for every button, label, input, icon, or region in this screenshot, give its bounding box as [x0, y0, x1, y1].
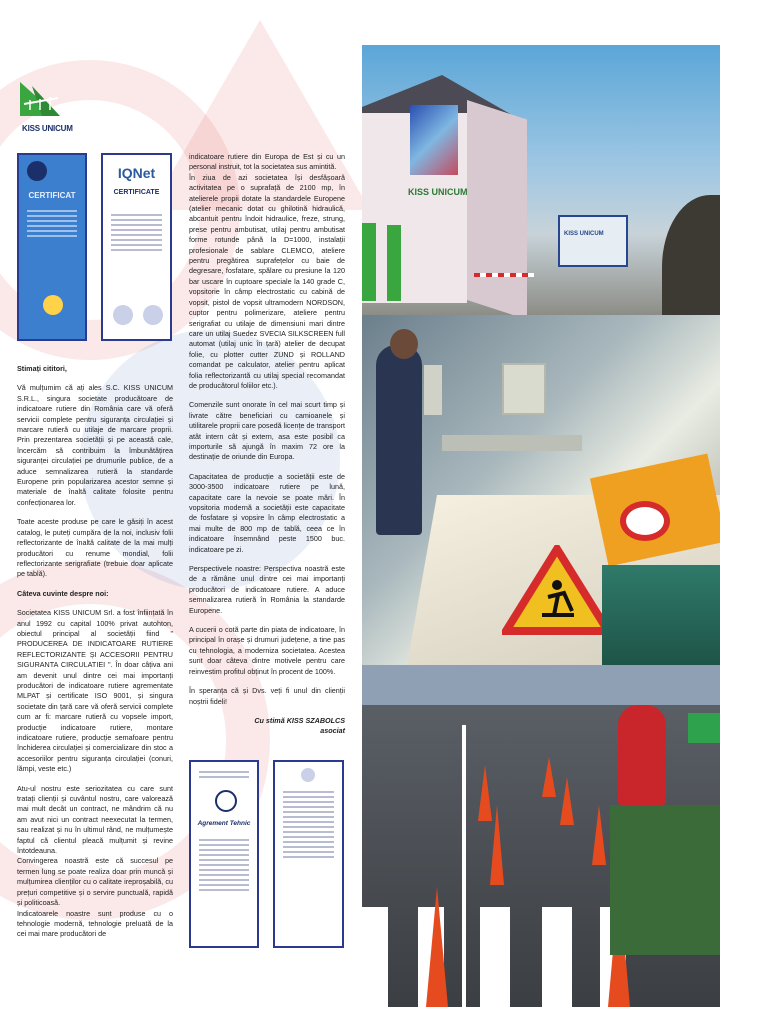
certificate-card-4 — [273, 760, 344, 948]
certificate-lines — [283, 788, 334, 861]
seal-icon — [43, 295, 63, 315]
green-sign — [688, 713, 720, 743]
crosswalk-stripe — [362, 907, 388, 1007]
worker-figure — [376, 345, 422, 535]
certificate-lines — [111, 211, 162, 254]
certificate-title: IQNet — [117, 165, 156, 181]
desk — [442, 435, 582, 451]
photo-workshop — [362, 315, 720, 665]
seal-icon — [215, 790, 237, 812]
traffic-cone-icon — [542, 757, 556, 797]
paragraph: În ziua de azi societatea își desfășoară activitatea pe o suprafață de 2100 mp, în atelierele propii dotate la standardele Europene (atelier mecanic dotat cu ghilotină hidraulică, abcantuit pentru îndoit hidraulice, freze, strung, prese pentru ambutisat, utilaj pentru ambutisat forme rotunde până la D=1000, instalații profesionale de sablare CLEMCO, ateliere pentru pregătirea suprafețelor cu baie de degresare, fosfatare, spălare cu presiune la 120 bar uscare în cuptoare speciale la 140 grade C, vopsitorie în câmp electrostatic cu cabină de vopsit, pistol de vopsit ultramodern NORDSON, cuptor pentru polimerizare, ateliere pentru serigrafiat cu utilaje de dimensiuni mari dintre care un utilaj Suedez SVECIA SILKSCREEN full automat (utilaj unic în țară) atelier de decupat folie, cu plotter cutter ZUND și ROLLAND comandat pe calculator, atelier pentru aplicat folia reflectorizantă cu utilaj special recomandat de producătorul foliilor etc.). — [189, 172, 345, 390]
building-side — [467, 100, 527, 315]
round-sign-icon — [620, 501, 670, 541]
signature-role: asociat — [320, 726, 345, 736]
photo-company-building — [362, 45, 720, 315]
traffic-cone-icon — [560, 777, 574, 825]
worker-head — [390, 329, 418, 359]
paragraph: Atu-ul nostru este seriozitatea cu care sunt tratați clienții și cuvântul nostru, care valorează mai mult decât un contract, ne mândrim că nu am avut nici un contract neexecutat la termen, sau realizat și nu în ultimul rând, ne mulțumește faptul că clientul pleacă mulțumit și revine întotdeauna. — [17, 783, 173, 856]
seal-icon — [113, 305, 133, 325]
crosswalk-stripe — [480, 907, 510, 1007]
seal-icon — [143, 305, 163, 325]
paragraph: Convingerea noastră este că succesul pe termen lung se poate realiza doar prin muncă și mulțumirea clienților cu o calitate ireproșabilă, cu prețuri competitive și o servire punctuală, rapidă și politicoasă. — [17, 856, 173, 908]
traffic-cone-icon — [426, 887, 448, 1007]
certificate-lines — [27, 207, 77, 240]
text-column-middle — [189, 152, 345, 737]
building-window — [362, 223, 376, 301]
workbench — [610, 805, 720, 955]
warning-sign-icon — [502, 545, 612, 635]
computer-monitor — [502, 363, 546, 415]
seal-icon — [301, 768, 315, 782]
hill — [662, 195, 720, 315]
paragraph: indicatoare rutiere din Europa de Est și cu un personal instruit, tot la societatea sus amintită. — [189, 152, 345, 172]
paragraph: Societatea KISS UNICUM Srl. a fost înființată în anul 1992 cu capital 100% privat autohton, obiectul principal al societății fiind " PRODUCEREA DE INDICATOARE RUTIERE REFLECTORIZANTE ȘI ACCESORII PENTRU SIGURANTA CIRCULATIEI ". În doar câțiva ani am devenit unul dintre cei mai importanți producători de indicatoare rutiere agrementate MLPAT și certificate ISO 9001, și singura societate din țară care vă oferă servicii complete cum ar fi: marcare rutieră cu vopsele import, producție indicatoare rutiere, montare indicatoare rutiere, producție semafoare pentru închiderea circulației și comercializare din stoc a accesoriilor pentru siguranța circulației (conuri, lămpi, veste etc.) — [17, 608, 173, 774]
paragraph: În speranța că și Dvs. veți fi unul din clienții noștrii fideli! — [189, 686, 345, 706]
paragraph: Comenzile sunt onorate în cel mai scurt timp și livrate către beneficiari cu camioanele și utilitarele proprii care posedă licențe de transport atât intern cât și extern, asa este posibil ca importurile să ajungă în maxim 72 ore la destinație de oriunde din Europa. — [189, 400, 345, 462]
green-machine — [602, 565, 720, 665]
building-banner — [410, 105, 458, 175]
worker-red-jacket — [618, 705, 666, 805]
photo-road-marking — [362, 665, 720, 1007]
crosswalk-stripe — [542, 907, 572, 1007]
text-column-left — [17, 364, 173, 949]
certificate-title: Agrement Tehnic — [197, 820, 251, 827]
sky — [362, 665, 720, 705]
greeting: Stimați cititori, — [17, 364, 67, 373]
certificate-card-3 — [189, 760, 259, 948]
building-sign-text: KISS UNICUM — [408, 187, 468, 197]
road-line — [462, 725, 466, 1007]
certificate-lines — [199, 768, 249, 781]
road-sign-board — [558, 215, 628, 267]
traffic-cone-icon — [490, 805, 504, 885]
logo-mark-icon — [18, 80, 62, 118]
traffic-cone-icon — [478, 765, 492, 821]
company-logo — [18, 80, 73, 133]
paragraph: A cucerii o cotă parte din piata de indicatoare, în principal în orașe și drumuri județene, a tine pas cu tehnologia, a moderniza societatea. Acestea sunt doar câteva dintre motivele pentru care reinvestim profitul obținut în procent de 100%. — [189, 625, 345, 676]
paragraph: Capacitatea de producție a societății este de 3000-3500 indicatoare rutiere pe lună, capacitate care la nevoie se poate mări. În vopsitoria modernă a societății este capacitate de fosfatare și vopsire în câmp electrostatic a mai multe de 800 mp de tablă, ceea ce în indicatoare însemnând peste 1500 buc. indicatoare pe zi. — [189, 471, 345, 554]
signature-name: Cu stimă KISS SZABOLCS — [254, 715, 345, 725]
barrier-gate — [474, 273, 534, 277]
certificate-lines — [199, 836, 249, 894]
computer-monitor — [424, 365, 442, 415]
certificate-card-1 — [17, 153, 87, 341]
certificate-subtitle: CERTIFICATE — [113, 189, 160, 196]
section-heading: Câteva cuvinte despre noi: — [17, 588, 109, 598]
seal-icon — [27, 161, 47, 181]
paragraph: Toate aceste produse pe care le găsiți în acest catalog, le puteți cumpăra de la noi, inclusiv folii reflectorizante de înaltă calitate de la mai mulți producători cu renume mondial, folii reflectorizante serigrafiate (trebuie doar aplicate pe tablă). — [17, 517, 173, 579]
paragraph: Vă mulțumim că ați ales S.C. KISS UNICUM S.R.L., singura societate producătoare de indicatoare rutiere din România care vă oferă servicii complete pentru siguranța circulației și marcare rutieră cu utilaje de marcare proprii. Prin prezentarea societății și pe această cale, încercăm să contribuim la îmbunătățirea siguranței circulației pe drumurile publice, de a aduce semnalizarea rutieră la standarde Europene prin popularizarea acestor semne și materiale de înaltă calitate folosite pentru confecționarea lor. — [17, 383, 173, 507]
building-window — [387, 225, 401, 301]
certificate-title: CERTIFICAT — [28, 191, 76, 200]
paragraph: Indicatoarele noastre sunt produse cu o tehnologie modernă, tehnologie preluată de la cei mai mare producători de — [17, 908, 173, 939]
road-sign-board-text: KISS UNICUM — [564, 231, 604, 237]
certificate-card-2 — [101, 153, 172, 341]
traffic-cone-icon — [592, 805, 606, 865]
logo-text: KISS UNICUM — [22, 124, 73, 133]
paragraph: Perspectivele noastre: Perspectiva noastră este de a rămâne unul dintre cei mai importanți producători de indicatoare rutiere. A aduce semnalizarea rutieră în România la standarde Europene. — [189, 564, 345, 615]
